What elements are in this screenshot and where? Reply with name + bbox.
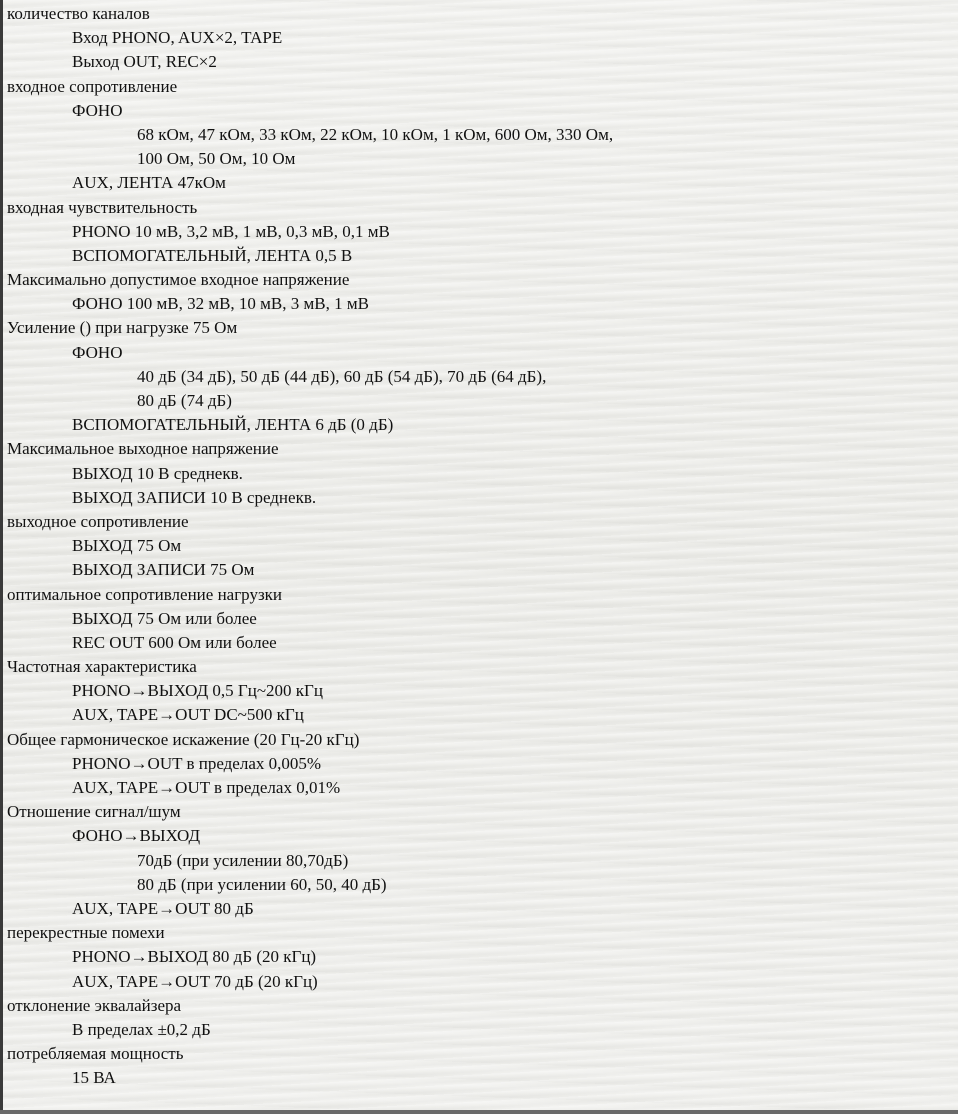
- spec-item: ФОНО 100 мВ, 32 мВ, 10 мВ, 3 мВ, 1 мВ: [72, 294, 369, 314]
- heading-max-output-voltage: Максимальное выходное напряжение: [7, 439, 279, 459]
- spec-subitem: 68 кОм, 47 кОм, 33 кОм, 22 кОм, 10 кОм, 1 кОм, 600 Ом, 330 Ом,: [137, 124, 614, 144]
- spec-item: 15 ВА: [72, 1068, 116, 1088]
- spec-item: AUX, ЛЕНТА 47кОм: [72, 173, 226, 193]
- spec-item: PHONO 10 мВ, 3,2 мВ, 1 мВ, 0,3 мВ, 0,1 мВ: [72, 221, 390, 241]
- spec-subitem: 70дБ (при усилении 80,70дБ): [137, 850, 349, 870]
- spec-item: REC OUT 600 Ом или более: [72, 632, 277, 652]
- spec-subitem: 80 дБ (74 дБ): [137, 391, 232, 410]
- spec-item: AUX, TAPE→OUT в пределах 0,01%: [72, 778, 341, 797]
- spec-item: AUX, TAPE→OUT DC~500 кГц: [72, 705, 304, 725]
- spec-item: AUX, TAPE→OUT 80 дБ: [72, 898, 254, 918]
- spec-subitem: 80 дБ (при усилении 60, 50, 40 дБ): [137, 874, 387, 894]
- left-border: [0, 0, 3, 1114]
- heading-frequency-response: Частотная характеристика: [7, 657, 197, 677]
- spec-item: ВЫХОД 10 В среднекв.: [72, 463, 243, 483]
- spec-item: ВСПОМОГАТЕЛЬНЫЙ, ЛЕНТА 6 дБ (0 дБ): [72, 415, 394, 435]
- heading-snr: Отношение сигнал/шум: [7, 802, 181, 822]
- spec-item: ВСПОМОГАТЕЛЬНЫЙ, ЛЕНТА 0,5 В: [72, 245, 353, 265]
- spec-item: ВЫХОД ЗАПИСИ 75 Ом: [72, 560, 255, 580]
- heading-crosstalk: перекрестные помехи: [7, 923, 165, 943]
- heading-power-consumption: потребляемая мощность: [7, 1044, 184, 1064]
- spec-item: PHONO→OUT в пределах 0,005%: [72, 753, 322, 773]
- spec-item: Вход PHONO, AUX×2, TAPE: [72, 28, 283, 48]
- spec-item: PHONO→ВЫХОД 80 дБ (20 кГц): [72, 947, 317, 967]
- heading-max-input-voltage: Максимально допустимое входное напряжение: [7, 270, 350, 290]
- spec-item: PHONO→ВЫХОД 0,5 Гц~200 кГц: [72, 681, 323, 701]
- spec-item: ВЫХОД 75 Ом: [72, 536, 182, 556]
- heading-input-impedance: входное сопротивление: [7, 76, 178, 96]
- heading-load-impedance: оптимальное сопротивление нагрузки: [7, 584, 283, 604]
- spec-item: ВЫХОД ЗАПИСИ 10 В среднекв.: [72, 487, 317, 507]
- heading-channels: количество каналов: [7, 4, 150, 23]
- heading-gain: Усиление () при нагрузке 75 Ом: [7, 318, 238, 338]
- spec-item: Выход OUT, REC×2: [72, 52, 217, 72]
- spec-item: ВЫХОД 75 Ом или более: [72, 608, 257, 628]
- spec-subitem: 40 дБ (34 дБ), 50 дБ (44 дБ), 60 дБ (54 дБ), 70 дБ (64 дБ),: [137, 366, 547, 386]
- heading-thd: Общее гармоническое искажение (20 Гц-20 кГц): [7, 729, 360, 749]
- spec-subitem: 100 Ом, 50 Ом, 10 Ом: [137, 149, 296, 169]
- spec-item: AUX, TAPE→OUT 70 дБ (20 кГц): [72, 971, 318, 991]
- heading-equalizer-deviation: отклонение эквалайзера: [7, 995, 182, 1015]
- spec-item: ФОНО→ВЫХОД: [72, 826, 201, 846]
- spec-item: ФОНО: [72, 342, 123, 362]
- spec-item: ФОНО: [72, 100, 123, 120]
- spec-item: В пределах ±0,2 дБ: [72, 1019, 211, 1039]
- heading-input-sensitivity: входная чувствительность: [7, 197, 198, 217]
- heading-output-impedance: выходное сопротивление: [7, 511, 189, 531]
- spec-list: [7, 2, 952, 1090]
- bottom-border: [0, 1110, 958, 1114]
